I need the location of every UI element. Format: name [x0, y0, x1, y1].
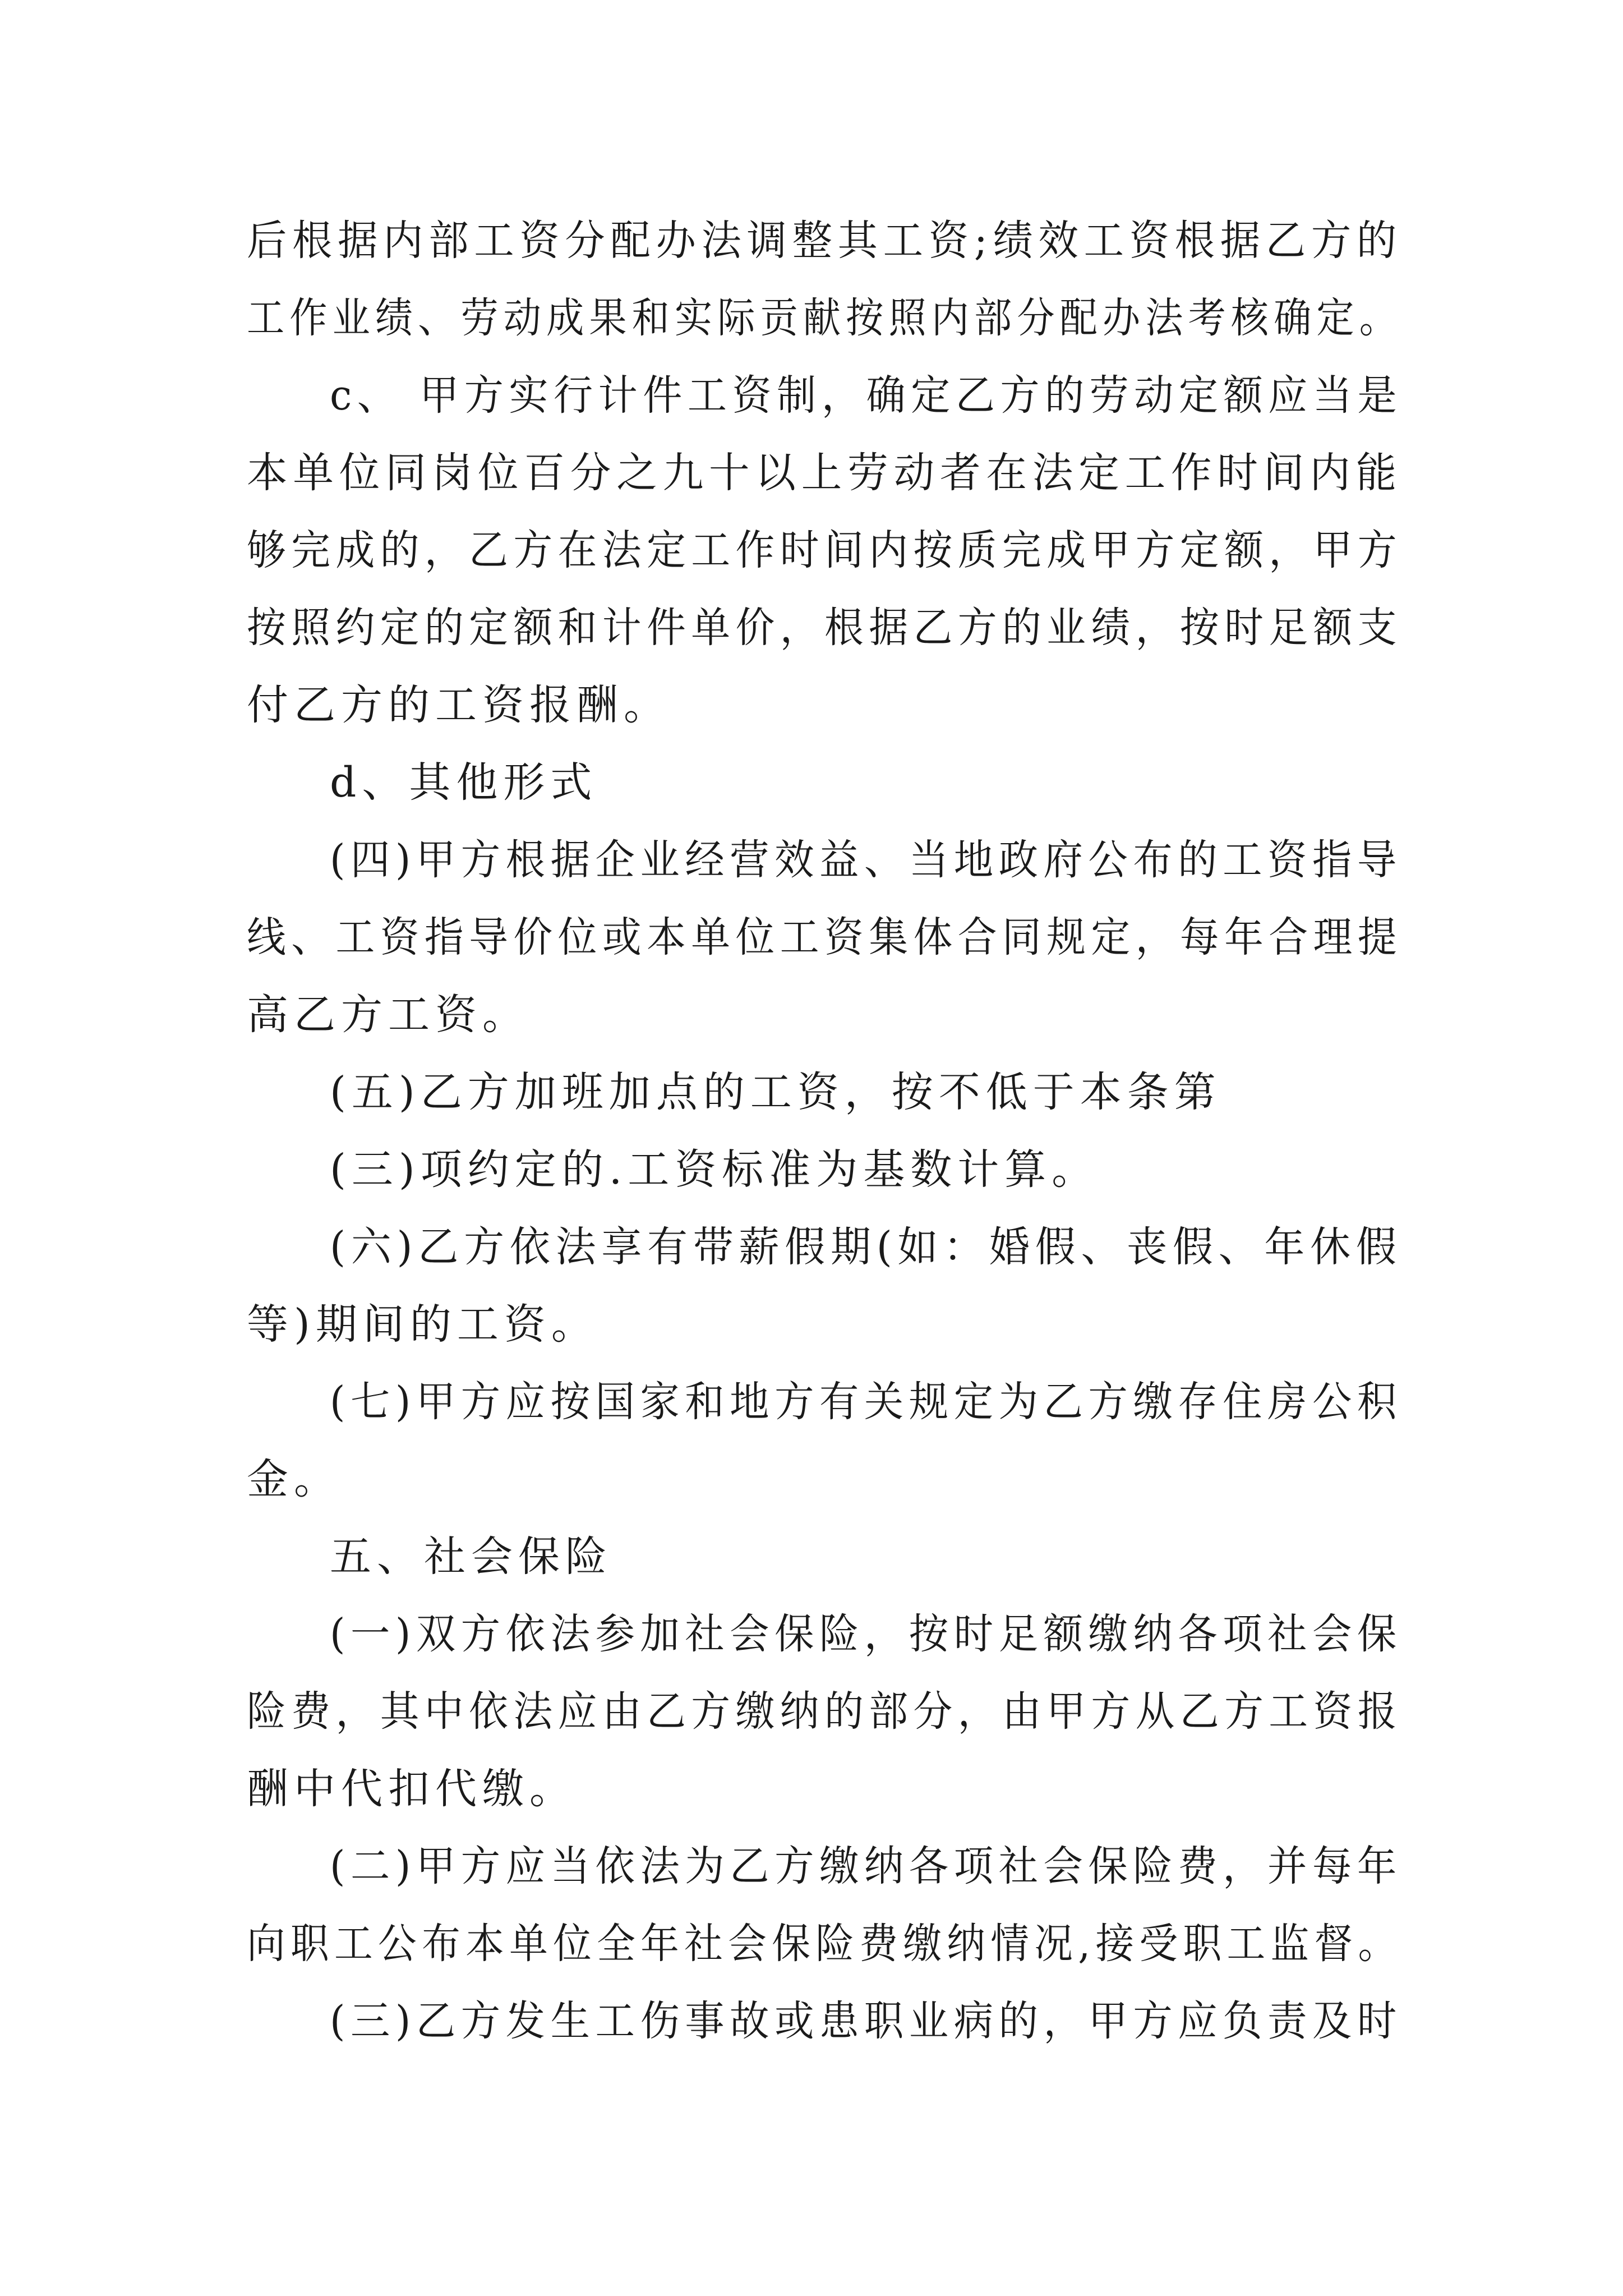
text-line: (五)乙方加班加点的工资，按不低于本条第	[330, 1068, 1221, 1116]
text-line: (一)双方依法参加社会保险，按时足额缴纳各项社会保	[330, 1610, 1402, 1658]
text-line: 后根据内部工资分配办法调整其工资;绩效工资根据乙方的	[247, 217, 1402, 265]
text-line: 按照约定的定额和计件单价，根据乙方的业绩，按时足额支	[247, 604, 1402, 652]
text-line: d、其他形式	[330, 758, 598, 807]
text-line: 金。	[247, 1455, 341, 1503]
section-heading: 五、社会保险	[330, 1533, 612, 1581]
text-line: 酬中代扣代缴。	[247, 1765, 577, 1813]
text-line: 险费，其中依法应由乙方缴纳的部分，由甲方从乙方工资报	[247, 1687, 1402, 1736]
text-line: 够完成的，乙方在法定工作时间内按质完成甲方定额，甲方	[247, 526, 1402, 574]
text-line: c、 甲方实行计件工资制，确定乙方的劳动定额应当是	[330, 371, 1402, 420]
text-line: 本单位同岗位百分之九十以上劳动者在法定工作时间内能	[247, 449, 1402, 497]
text-line: (四)甲方根据企业经营效益、当地政府公布的工资指导	[330, 836, 1402, 884]
text-line: (三)乙方发生工伤事故或患职业病的，甲方应负责及时	[330, 1997, 1402, 2045]
text-line: 线、工资指导价位或本单位工资集体合同规定，每年合理提	[247, 913, 1402, 961]
text-line: (三)项约定的.工资标准为基数计算。	[330, 1145, 1099, 1194]
text-line: 向职工公布本单位全年社会保险费缴纳情况,接受职工监督。	[247, 1920, 1402, 1968]
text-line: 等)期间的工资。	[247, 1300, 598, 1349]
text-line: 工作业绩、劳动成果和实际贡献按照内部分配办法考核确定。	[247, 294, 1402, 342]
text-line: (六)乙方依法享有带薪假期(如：婚假、丧假、年休假	[330, 1223, 1402, 1271]
text-line: 付乙方的工资报酬。	[247, 681, 671, 729]
text-line: (七)甲方应按国家和地方有关规定为乙方缴存住房公积	[330, 1378, 1402, 1426]
text-line: 高乙方工资。	[247, 991, 529, 1039]
text-line: (二)甲方应当依法为乙方缴纳各项社会保险费，并每年	[330, 1842, 1402, 1890]
